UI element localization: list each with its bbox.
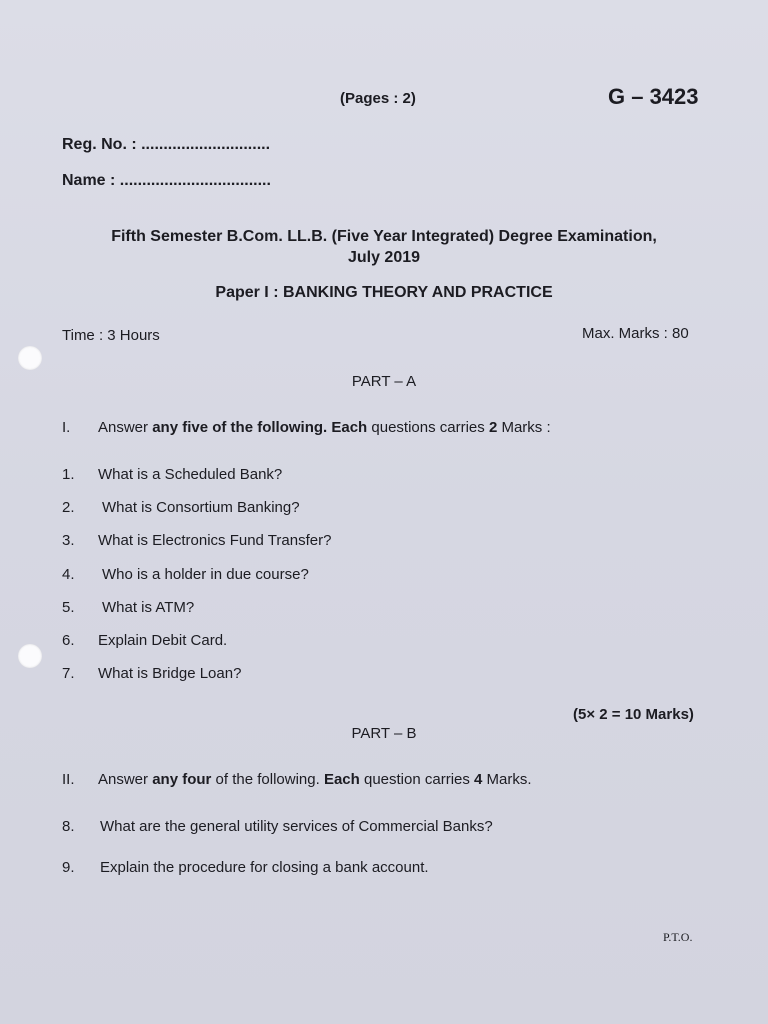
question-text: Explain Debit Card.: [98, 632, 228, 649]
punch-hole-bottom: [18, 644, 42, 668]
part-b-instruction: [62, 771, 532, 788]
instruction-text: Answer: [98, 771, 153, 788]
exam-title-line1: Fifth Semester B.Com. LL.B. (Five Year Integrated) Degree Examination,: [111, 228, 657, 245]
question-item: [62, 818, 493, 835]
question-number: 1.: [62, 466, 75, 483]
question-item: [62, 665, 241, 682]
pto-marker: P.T.O.: [663, 930, 693, 944]
question-item: [62, 499, 300, 516]
question-number: 9.: [62, 859, 75, 876]
page-count: (Pages : 2): [340, 90, 416, 107]
punch-hole-top: [18, 346, 42, 370]
name-field: Name : ..................................: [62, 172, 271, 189]
question-text: What is Electronics Fund Transfer?: [98, 532, 332, 549]
paper-code: G – 3423: [608, 84, 699, 109]
exam-title: [0, 226, 768, 268]
instruction-bold: 2: [488, 419, 498, 436]
exam-duration: Time : 3 Hours: [62, 327, 160, 344]
part-a-instruction: [62, 419, 551, 436]
question-text: Explain the procedure for closing a bank account.: [100, 859, 429, 876]
question-number: 3.: [62, 532, 75, 549]
instruction-bold: any five of the following. Each: [152, 419, 368, 436]
part-a-roman: I.: [62, 419, 71, 436]
question-number: 2.: [62, 499, 75, 516]
question-item: [62, 532, 331, 549]
question-text: What is a Scheduled Bank?: [98, 466, 283, 483]
question-text: What is Bridge Loan?: [98, 665, 242, 682]
instruction-bold: 4: [474, 771, 483, 788]
part-a-heading: PART – A: [351, 373, 417, 390]
part-b-roman: II.: [62, 771, 75, 788]
question-number: 4.: [62, 566, 75, 583]
instruction-text: questions carries: [367, 419, 489, 436]
part-a-marks-total: (5× 2 = 10 Marks): [573, 706, 694, 723]
paper-title: Paper I : BANKING THEORY AND PRACTICE: [215, 284, 553, 301]
question-item: [62, 632, 227, 649]
question-item: [62, 566, 309, 583]
question-number: 7.: [62, 665, 75, 682]
question-text: Who is a holder in due course?: [102, 566, 309, 583]
question-number: 5.: [62, 599, 75, 616]
reg-no-field: Reg. No. : .............................: [62, 136, 271, 153]
question-number: 6.: [62, 632, 75, 649]
question-text: What are the general utility services of Commercial Banks?: [100, 818, 493, 835]
instruction-text: Marks.: [482, 771, 532, 788]
question-item: [62, 859, 429, 876]
question-text: What is ATM?: [102, 599, 195, 616]
instruction-text: Answer: [98, 419, 153, 436]
instruction-text: of the following.: [211, 771, 324, 788]
instruction-text: question carries: [359, 771, 475, 788]
question-item: [62, 466, 282, 483]
instruction-text: Marks :: [497, 419, 551, 436]
question-text: What is Consortium Banking?: [102, 499, 300, 516]
max-marks: Max. Marks : 80: [582, 325, 689, 342]
part-b-heading: PART – B: [351, 725, 417, 742]
instruction-bold: any four: [152, 771, 212, 788]
question-number: 8.: [62, 818, 75, 835]
exam-title-line2: July 2019: [347, 249, 421, 266]
question-item: [62, 599, 194, 616]
instruction-bold: Each: [323, 771, 360, 788]
